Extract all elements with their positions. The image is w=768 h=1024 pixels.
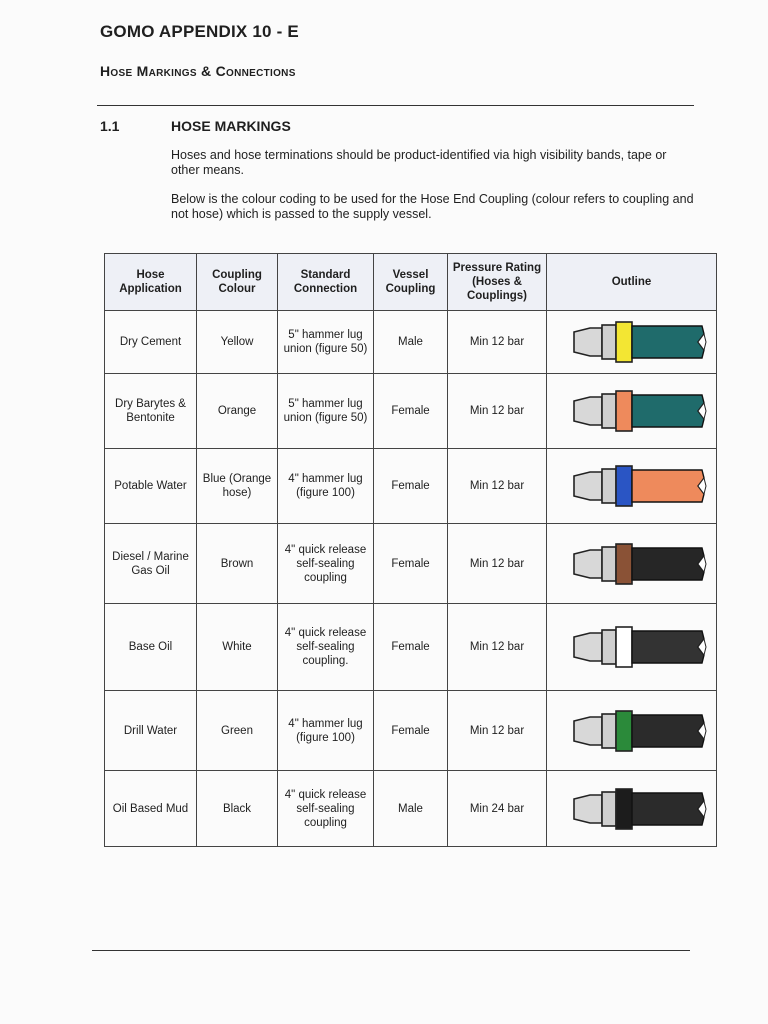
standard-connection-cell: 5" hammer lug union (figure 50) bbox=[278, 374, 374, 449]
column-header: Hose Application bbox=[105, 254, 197, 311]
outline-cell bbox=[547, 771, 717, 847]
outline-cell bbox=[547, 524, 717, 604]
coupling-colour-cell: White bbox=[197, 604, 278, 691]
footer-divider bbox=[92, 950, 690, 951]
hose-application-cell: Potable Water bbox=[105, 449, 197, 524]
standard-connection-cell: 5" hammer lug union (figure 50) bbox=[278, 311, 374, 374]
hose-application-cell: Drill Water bbox=[105, 691, 197, 771]
vessel-coupling-cell: Male bbox=[374, 311, 448, 374]
column-header: Pressure Rating (Hoses & Couplings) bbox=[448, 254, 547, 311]
hose-coupling-outline bbox=[552, 316, 712, 368]
table-row bbox=[105, 374, 717, 449]
vessel-coupling-cell: Female bbox=[374, 691, 448, 771]
hose-coupling-outline bbox=[552, 621, 712, 673]
pressure-rating-cell: Min 12 bar bbox=[448, 691, 547, 771]
pressure-rating-cell: Min 12 bar bbox=[448, 449, 547, 524]
hose-coupling-outline bbox=[552, 460, 712, 512]
coupling-colour-cell: Yellow bbox=[197, 311, 278, 374]
section-title: HOSE MARKINGS bbox=[171, 118, 291, 134]
hose-coupling-outline bbox=[552, 385, 712, 437]
section-number: 1.1 bbox=[100, 118, 120, 134]
outline-cell bbox=[547, 374, 717, 449]
table-row bbox=[105, 691, 717, 771]
standard-connection-cell: 4" quick release self-sealing coupling bbox=[278, 771, 374, 847]
standard-connection-cell: 4" quick release self-sealing coupling bbox=[278, 524, 374, 604]
hose-application-cell: Base Oil bbox=[105, 604, 197, 691]
table-row bbox=[105, 311, 717, 374]
coupling-colour-cell: Brown bbox=[197, 524, 278, 604]
intro-paragraph: Hoses and hose terminations should be product-identified via high visibility bands, tape or other means. bbox=[171, 148, 667, 177]
coupling-colour-cell: Black bbox=[197, 771, 278, 847]
pressure-rating-cell: Min 12 bar bbox=[448, 604, 547, 691]
header-divider bbox=[97, 105, 694, 106]
standard-connection-cell: 4" quick release self-sealing coupling. bbox=[278, 604, 374, 691]
table-row bbox=[105, 771, 717, 847]
vessel-coupling-cell: Male bbox=[374, 771, 448, 847]
page-subtitle: Hose Markings & Connections bbox=[100, 63, 296, 79]
pressure-rating-cell: Min 12 bar bbox=[448, 524, 547, 604]
outline-cell bbox=[547, 604, 717, 691]
hose-application-cell: Oil Based Mud bbox=[105, 771, 197, 847]
outline-cell bbox=[547, 449, 717, 524]
vessel-coupling-cell: Female bbox=[374, 374, 448, 449]
colour-coding-paragraph: Below is the colour coding to be used for the Hose End Coupling (colour refers to coupling and not hose) which is passed to the supply vessel. bbox=[171, 192, 694, 221]
hose-coupling-outline bbox=[552, 783, 712, 835]
pressure-rating-cell: Min 12 bar bbox=[448, 374, 547, 449]
column-header: Vessel Coupling bbox=[374, 254, 448, 311]
hose-application-cell: Diesel / Marine Gas Oil bbox=[105, 524, 197, 604]
outline-cell bbox=[547, 691, 717, 771]
standard-connection-cell: 4" hammer lug (figure 100) bbox=[278, 691, 374, 771]
vessel-coupling-cell: Female bbox=[374, 524, 448, 604]
table-row bbox=[105, 524, 717, 604]
outline-cell bbox=[547, 311, 717, 374]
hose-coupling-outline bbox=[552, 705, 712, 757]
column-header: Outline bbox=[547, 254, 717, 311]
pressure-rating-cell: Min 24 bar bbox=[448, 771, 547, 847]
hose-application-cell: Dry Barytes & Bentonite bbox=[105, 374, 197, 449]
hose-coupling-outline bbox=[552, 538, 712, 590]
table-row bbox=[105, 449, 717, 524]
column-header: Standard Connection bbox=[278, 254, 374, 311]
coupling-colour-cell: Green bbox=[197, 691, 278, 771]
vessel-coupling-cell: Female bbox=[374, 604, 448, 691]
standard-connection-cell: 4" hammer lug (figure 100) bbox=[278, 449, 374, 524]
hose-markings-table bbox=[104, 253, 717, 847]
page-title: GOMO APPENDIX 10 - E bbox=[100, 22, 299, 41]
pressure-rating-cell: Min 12 bar bbox=[448, 311, 547, 374]
table-row bbox=[105, 604, 717, 691]
coupling-colour-cell: Blue (Orange hose) bbox=[197, 449, 278, 524]
column-header: Coupling Colour bbox=[197, 254, 278, 311]
hose-application-cell: Dry Cement bbox=[105, 311, 197, 374]
table-header-row bbox=[105, 254, 717, 311]
coupling-colour-cell: Orange bbox=[197, 374, 278, 449]
vessel-coupling-cell: Female bbox=[374, 449, 448, 524]
